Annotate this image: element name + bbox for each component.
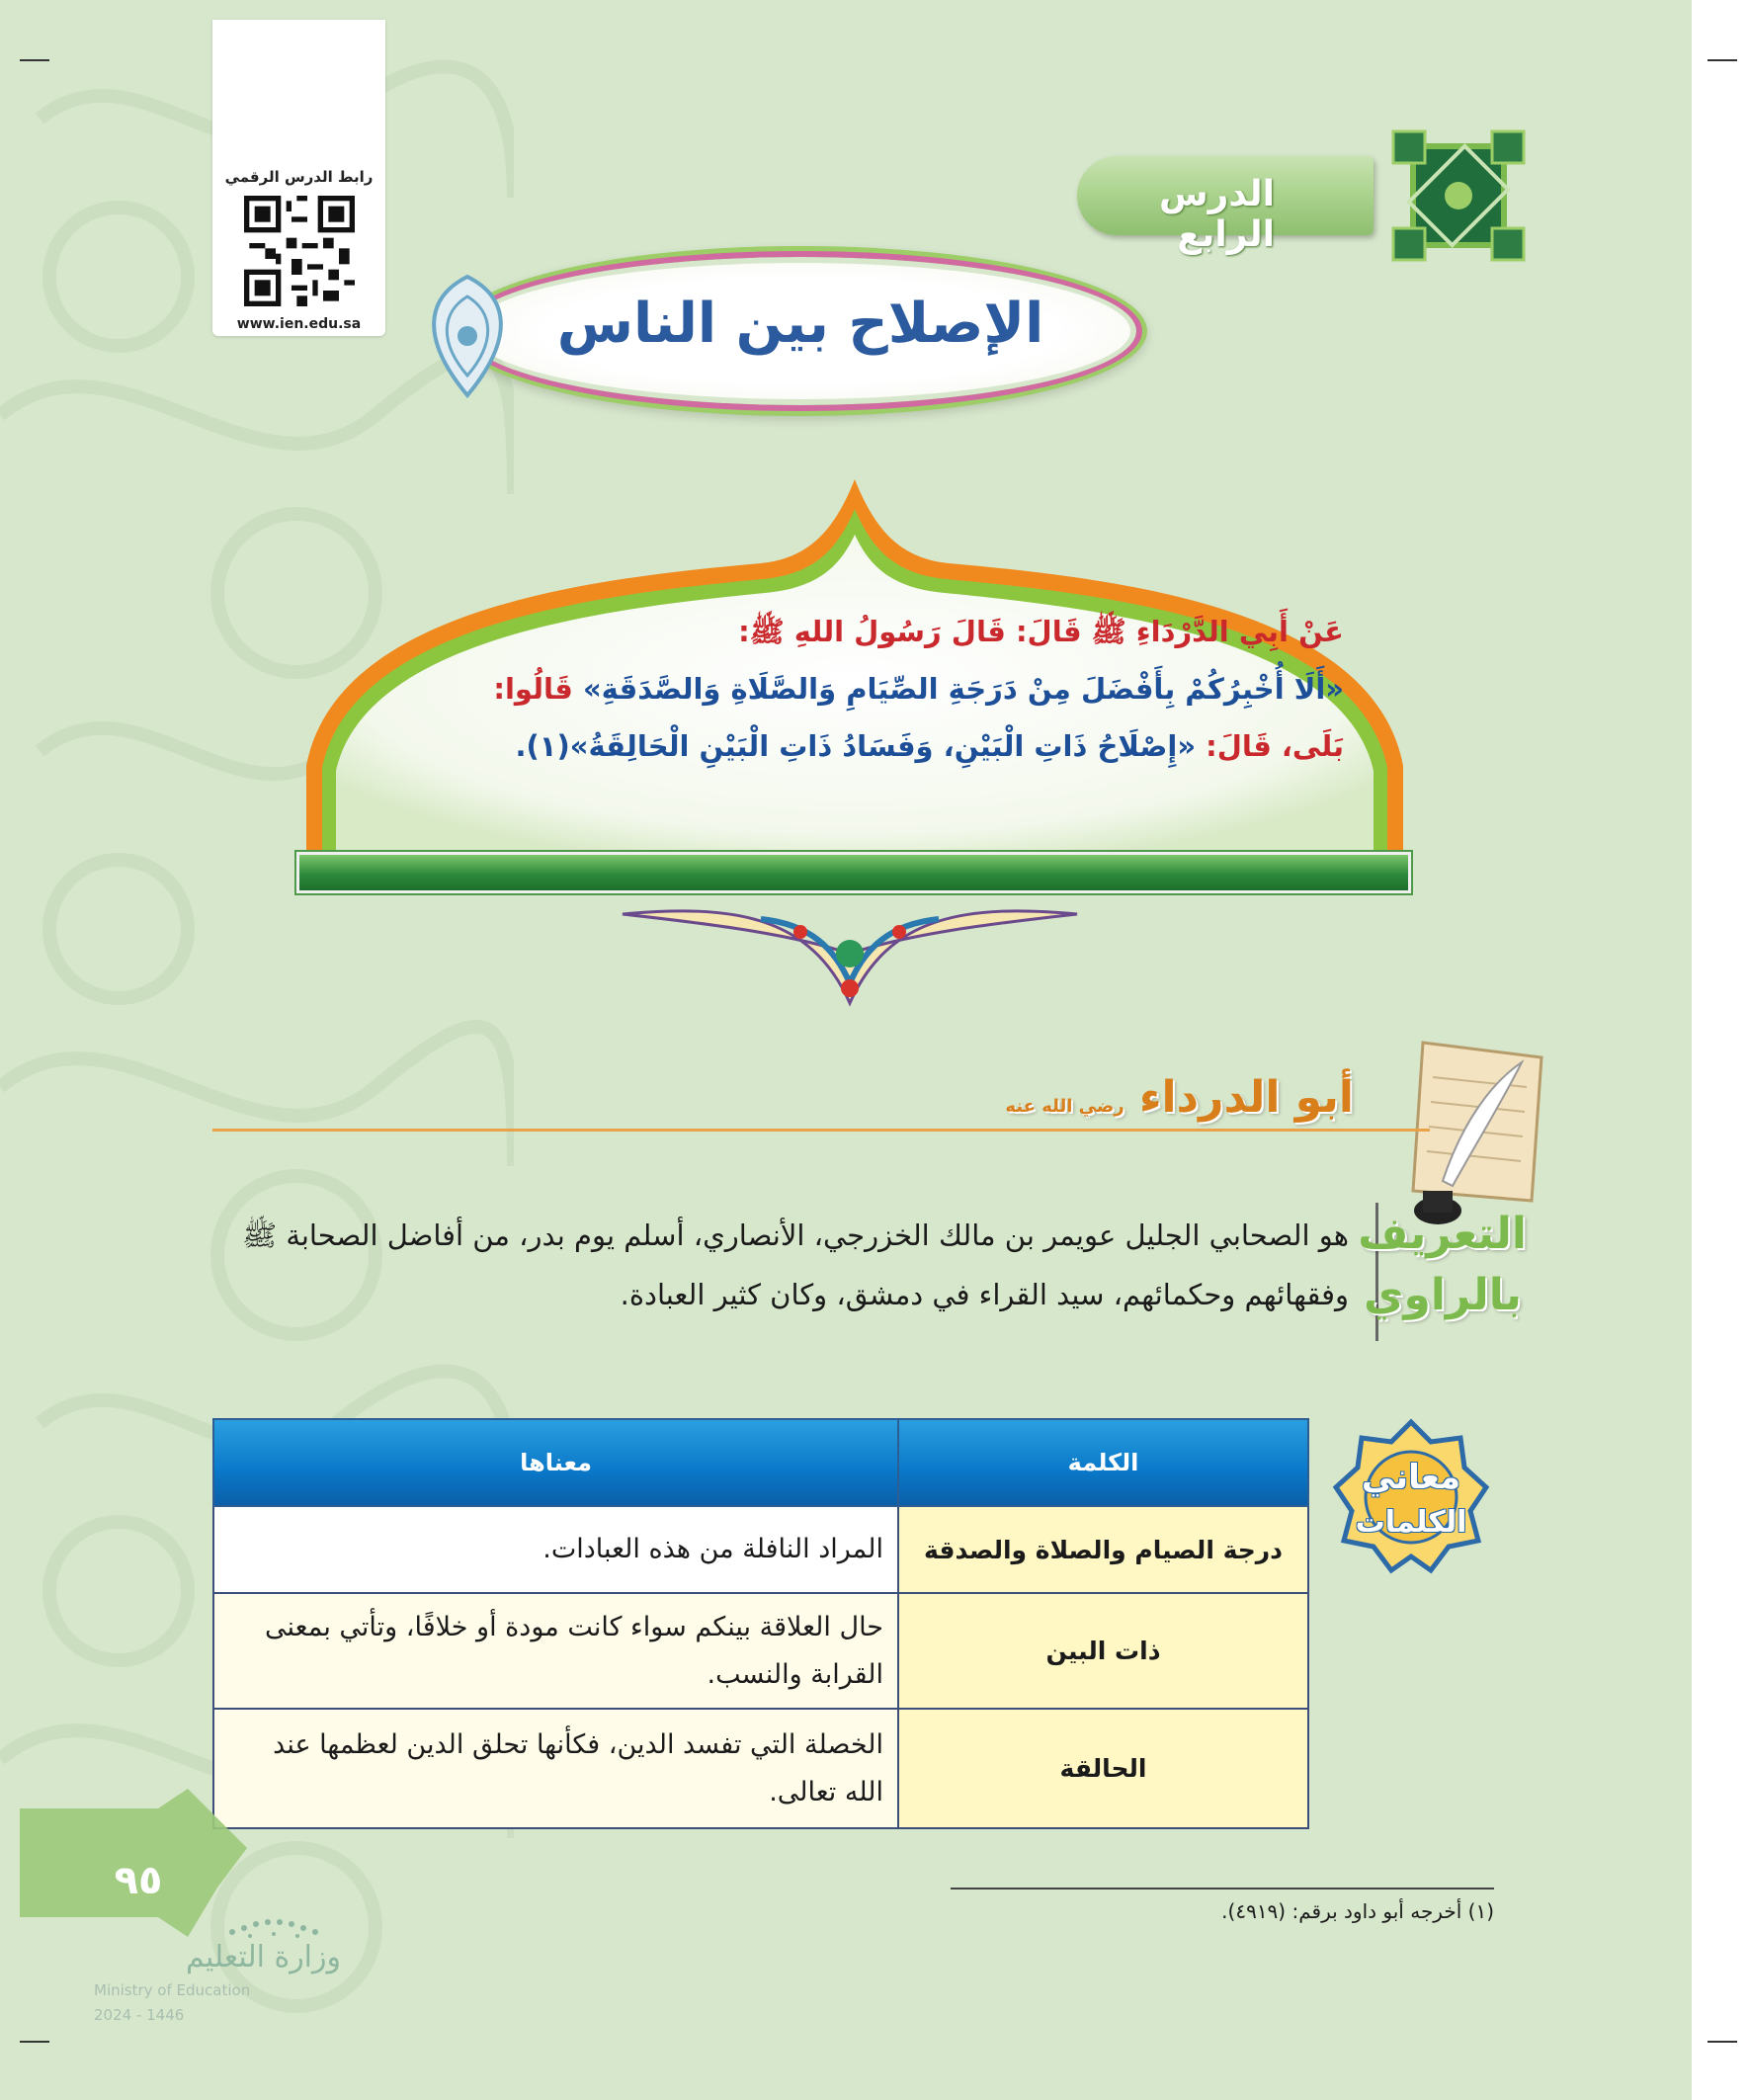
narrator-heading — [998, 1072, 1354, 1123]
hadith-intro-2: قَالَ رَسُولُ اللهِ ﷺ: — [738, 615, 1006, 648]
pendant-ornament-icon — [613, 894, 1087, 1008]
vocab-word: ذات البين — [898, 1593, 1308, 1709]
dome-base-bar — [296, 852, 1411, 893]
narrator-bio — [203, 1206, 1349, 1324]
hadith-quote-2: «إِصْلَاحُ ذَاتِ الْبَيْنِ، وَفَسَادُ ذَاتِ الْبَيْنِ الْحَالِقَةُ» — [569, 729, 1197, 763]
vocab-badge — [1332, 1418, 1490, 1576]
vocab-word: الحالقة — [898, 1709, 1308, 1828]
hadith-intro-1: عَنْ أَبِي الدَّرْدَاءِ ﷺ قَالَ: — [1005, 615, 1344, 648]
ministry-year: 2024 - 1446 — [94, 2006, 185, 2024]
table-row — [213, 1593, 1308, 1709]
qr-card[interactable] — [212, 20, 385, 336]
islamic-star-ornament-icon — [1383, 126, 1534, 265]
vocab-header-word: الكلمة — [898, 1419, 1308, 1506]
bio-line-2: وفقهائهم وحكمائهم، سيد القراء في دمشق، وكان كثير العبادة. — [620, 1278, 1349, 1311]
lesson-number-banner — [1077, 156, 1374, 255]
qr-label: رابط الدرس الرقمي — [224, 168, 374, 186]
hadith-text — [346, 603, 1344, 775]
narrator-label-line-2: بالراوي — [1364, 1270, 1522, 1320]
lesson-number: الدرس الرابع — [1158, 174, 1275, 255]
qr-url[interactable]: www.ien.edu.sa — [236, 316, 362, 332]
page-number: ٩٥ — [114, 1858, 163, 1903]
vocab-meaning: الخصلة التي تفسد الدين، فكأنها تحلق الدين لعظمها عند الله تعالى. — [213, 1709, 898, 1828]
vocab-table — [212, 1418, 1309, 1829]
table-row — [213, 1506, 1308, 1593]
hadith-line-2 — [346, 660, 1344, 717]
lesson-title: الإصلاح بين الناس — [556, 292, 1044, 356]
footnote: (١) أخرجه أبو داود برقم: (٤٩١٩). — [1221, 1899, 1494, 1923]
hadith-quote-1: «أَلَا أُخْبِرُكُمْ بِأَفْضَلَ مِنْ دَرَجَةِ الصِّيَامِ وَالصَّلَاةِ وَالصَّدَقَةِ» — [572, 672, 1344, 706]
vocab-word: درجة الصيام والصلاة والصدقة — [898, 1506, 1308, 1593]
footnote-divider — [951, 1888, 1494, 1890]
hadith-answer: بَلَى، قَالَ: — [1196, 729, 1344, 763]
vocab-meaning: المراد النافلة من هذه العبادات. — [213, 1506, 898, 1593]
ministry-dots-icon — [222, 1912, 331, 1942]
narrator-honorific: رضي الله عنه — [1005, 1096, 1124, 1117]
vocab-badge-frame-icon — [1332, 1418, 1490, 1576]
hadith-line-3 — [346, 717, 1344, 775]
ministry-english: Ministry of Education — [94, 1981, 251, 1999]
table-row — [213, 1709, 1308, 1828]
hadith-said-they: قَالُوا: — [493, 672, 573, 706]
narrator-name: أبو الدرداء — [1138, 1072, 1354, 1123]
bio-line-1: هو الصحابي الجليل عويمر بن مالك الخزرجي، الأنصاري، أسلم يوم بدر، من أفاضل الصحابة ﷺ — [242, 1218, 1349, 1252]
vocab-badge-line-1: معاني — [1361, 1458, 1461, 1497]
vocab-badge-line-2: الكلمات — [1355, 1505, 1467, 1540]
section-divider — [212, 1129, 1430, 1132]
ministry-logo — [94, 1922, 341, 2041]
narrator-section-label — [1359, 1191, 1527, 1349]
vocab-header-meaning: معناها — [213, 1419, 898, 1506]
qr-code-icon[interactable] — [244, 196, 355, 306]
hadith-line-1 — [346, 603, 1344, 660]
narrator-label-line-1: التعريف — [1358, 1209, 1527, 1259]
hadith-footnote-ref: (١). — [515, 729, 570, 763]
vocab-header-row — [213, 1419, 1308, 1506]
ministry-arabic: وزارة التعليم — [185, 1940, 341, 1974]
vocab-meaning: حال العلاقة بينكم سواء كانت مودة أو خلافًا، وتأتي بمعنى القرابة والنسب. — [213, 1593, 898, 1709]
